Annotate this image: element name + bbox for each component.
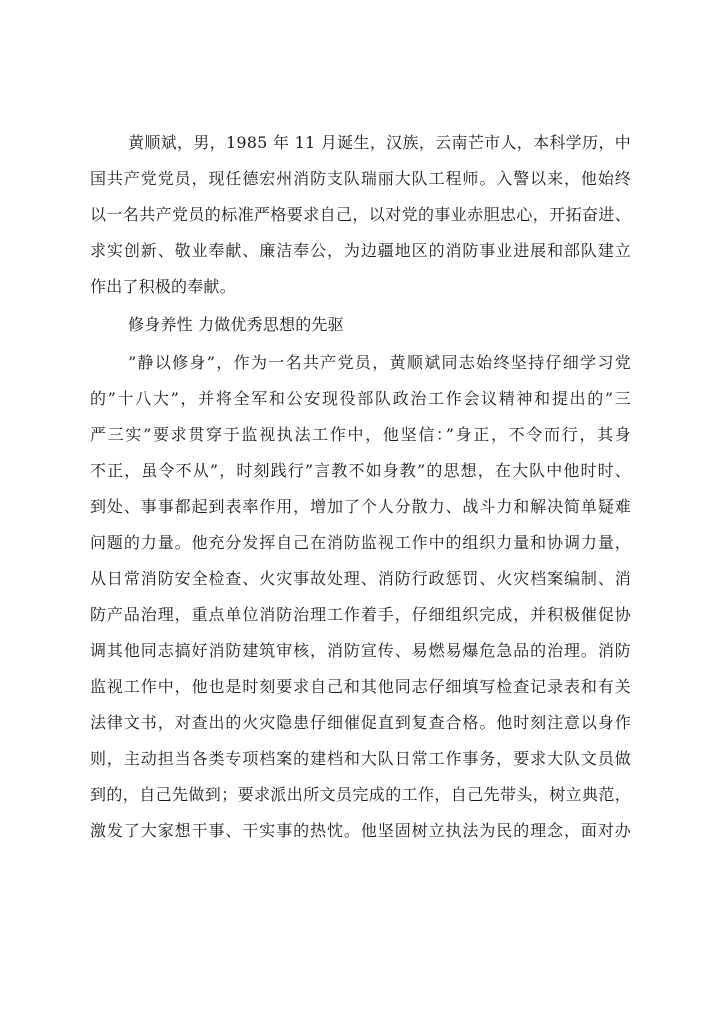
paragraph-1-line-2: 国共产党党员，现任德宏州消防支队瑞丽大队工程师。入警以来，他始终 (90, 169, 631, 188)
paragraph-2-line-3: 严三实”要求贯穿于监视执法工作中，他坚信：”身正，不令而行，其身 (90, 425, 631, 444)
paragraph-2-line-6: 问题的力量。他充分发挥自己在消防监视工作中的组织力量和协调力量， (90, 533, 631, 552)
paragraph-2-line-2: 的”十八大”，并将全军和公安现役部队政治工作会议精神和提出的”三 (90, 389, 631, 408)
paragraph-2-line-5: 到处、事事都起到表率作用，增加了个人分散力、战斗力和解决简单疑难 (90, 497, 631, 516)
paragraph-2-line-4: 不正，虽令不从”，时刻践行”言教不如身教”的思想，在大队中他时时、 (90, 461, 631, 480)
paragraph-1-line-3: 以一名共产党员的标准严格要求自己，以对党的事业赤胆忠心，开拓奋进、 (90, 205, 631, 224)
section-heading: 修身养性 力做优秀思想的先驱 (128, 315, 344, 334)
paragraph-1-line-1: 黄顺斌，男，1985 年 11 月诞生，汉族，云南芒市人，本科学历，中 (128, 133, 631, 152)
paragraph-2-line-10: 监视工作中，他也是时刻要求自己和其他同志仔细填写检查记录表和有关 (90, 677, 631, 696)
paragraph-2-line-12: 则，主动担当各类专项档案的建档和大队日常工作事务，要求大队文员做 (90, 749, 631, 768)
paragraph-2-line-9: 调其他同志搞好消防建筑审核，消防宣传、易燃易爆危急品的治理。消防 (90, 641, 631, 660)
paragraph-2-line-8: 防产品治理，重点单位消防治理工作着手，仔细组织完成，并积极催促协 (90, 605, 631, 624)
paragraph-2-line-13: 到的，自己先做到；要求派出所文员完成的工作，自己先带头，树立典范， (90, 785, 631, 804)
paragraph-2-line-1: ”静以修身”，作为一名共产党员，黄顺斌同志始终坚持仔细学习党 (128, 353, 631, 372)
paragraph-2-line-11: 法律文书，对查出的火灾隐患仔细催促直到复查合格。他时刻注意以身作 (90, 713, 631, 732)
paragraph-1-line-4: 求实创新、敬业奉献、廉洁奉公，为边疆地区的消防事业进展和部队建立 (90, 241, 631, 260)
paragraph-2-line-14: 激发了大家想干事、干实事的热忱。他坚固树立执法为民的理念，面对办 (90, 821, 631, 840)
paragraph-2-line-7: 从日常消防安全检查、火灾事故处理、消防行政惩罚、火灾档案编制、消 (90, 569, 631, 588)
paragraph-1-line-5: 作出了积极的奉献。 (90, 277, 236, 296)
